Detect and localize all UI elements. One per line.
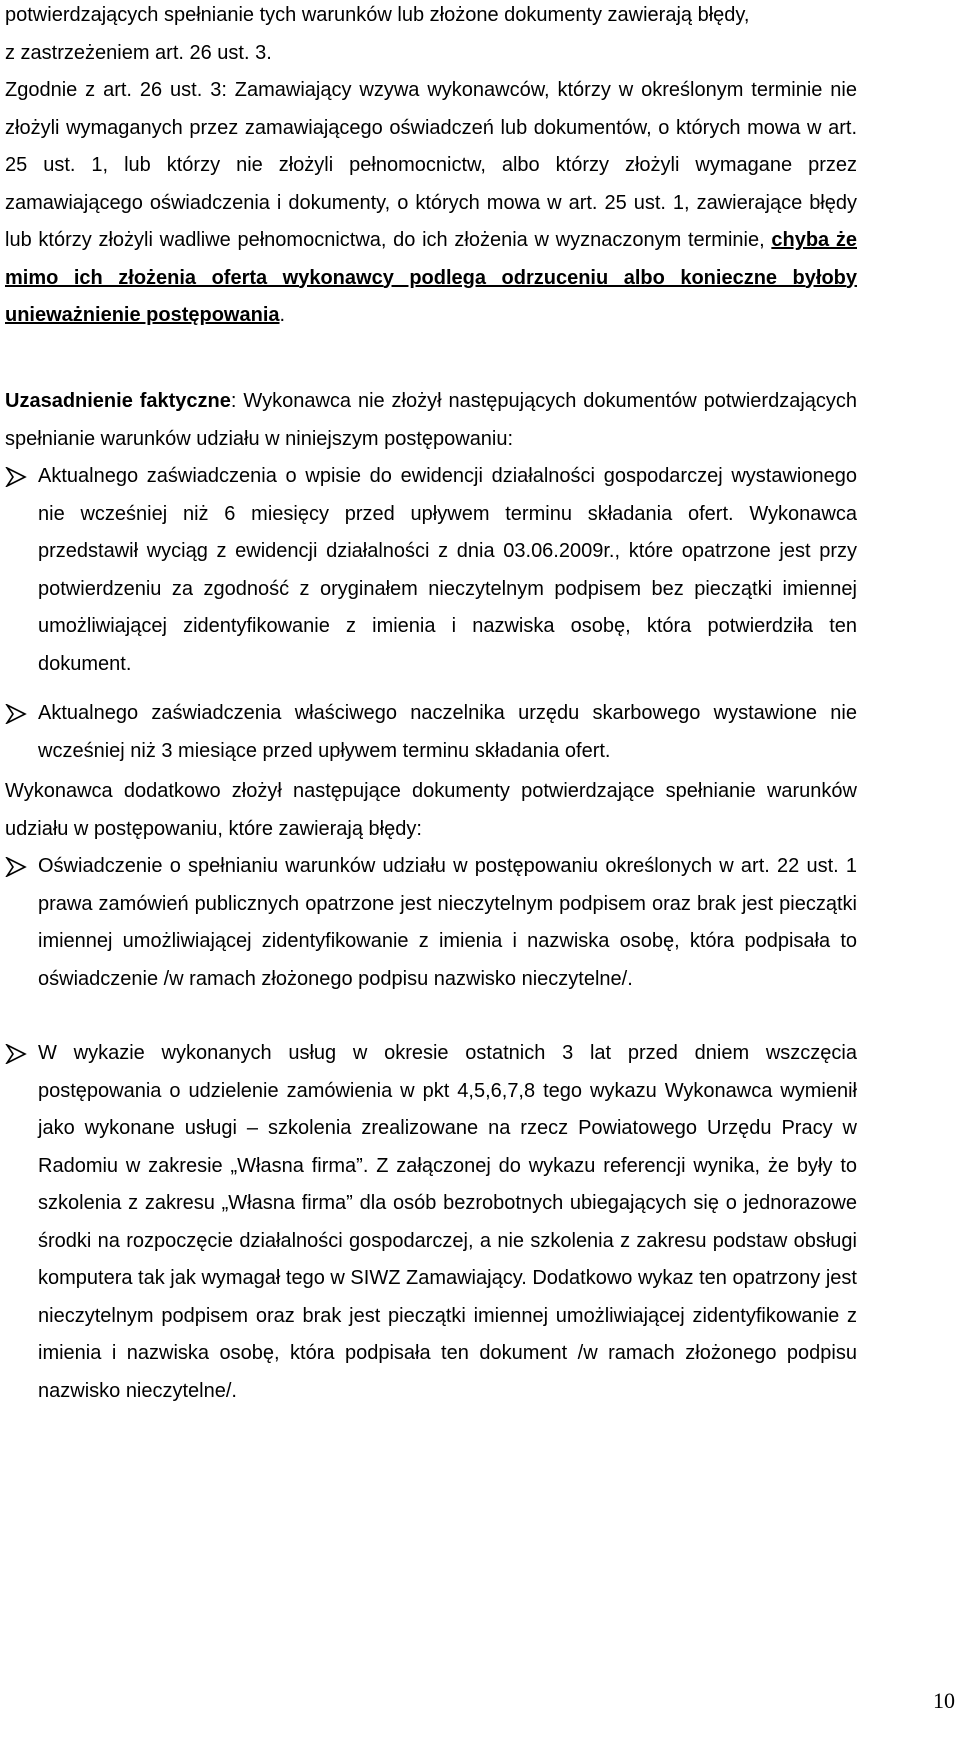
art26-paragraph [5, 72, 857, 335]
page-number: 10 [933, 1688, 955, 1713]
error-item-1 [5, 848, 857, 998]
error-item-text: Oświadczenie o spełnianiu warunków udziału w postępowaniu określonych w art. 22 ust. 1 prawa zamówień publicznych opatrzone jest nieczytelnym podpisem oraz brak jest pieczątki imiennej umożliwiającej zidentyfikowanie z imienia i nazwiska osobę, która podpisała to oświadczenie /w ramach złożonego podpisu nazwisko nieczytelne/. [38, 855, 857, 990]
art26-text: Zgodnie z art. 26 ust. 3: Zamawiający wzywa wykonawców, którzy w określonym terminie nie złożyli wymaganych przez zamawiającego oświadczeń lub dokumentów, o których mowa w art. 25 ust. 1, lub którzy nie złożyli pełnomocnictw, albo którzy złożyli wymagane przez zamawiającego oświadczenia i dokumenty, o których mowa w art. 25 ust. 1, zawierające błędy lub którzy złożyli wadliwe pełnomocnictwa, do ich złożenia w wyznaczonym terminie, [5, 79, 857, 251]
justification-label: Uzasadnienie faktyczne [5, 390, 231, 412]
intro-line-1: potwierdzających spełnianie tych warunków lub złożone dokumenty zawierają błędy, [5, 4, 750, 26]
art26-emphasis: chyba że mimo ich złożenia oferta wykonawcy podlega odrzuceniu albo konieczne byłoby unieważnienie postępowania [5, 229, 857, 326]
error-item-2 [5, 1035, 857, 1410]
missing-item-2 [5, 695, 857, 770]
intro-line-2: z zastrzeżeniem art. 26 ust. 3. [5, 41, 272, 64]
missing-item-text: Aktualnego zaświadczenia właściwego naczelnika urzędu skarbowego wystawione nie wcześniej niż 3 miesiące przed upływem terminu składania ofert. [38, 702, 857, 762]
justification-text: : Wykonawca nie złożył następujących dokumentów potwierdzających spełnianie warunków udziału w niniejszym postępowaniu: [5, 390, 858, 450]
justification-paragraph [5, 383, 857, 458]
missing-item-text: Aktualnego zaświadczenia o wpisie do ewidencji działalności gospodarczej wystawionego nie wcześniej niż 6 miesięcy przed upływem terminu składania ofert. Wykonawca przedstawił wyciąg z ewidencji działalności z dnia 03.06.2009r., które opatrzone jest przy potwierdzeniu za zgodność z oryginałem nieczytelnym podpisem bez pieczątki imiennej umożliwiającej zidentyfikowanie z imienia i nazwiska osobę, która potwierdziła ten dokument. [38, 465, 857, 675]
arrowhead-outline-icon [5, 704, 27, 724]
additional-intro-text: Wykonawca dodatkowo złożył następujące dokumenty potwierdzające spełnianie warunków udziału w postępowaniu, które zawierają błędy: [5, 780, 857, 840]
intro-paragraph [5, 0, 857, 72]
additional-intro-paragraph [5, 773, 857, 848]
error-item-text: W wykazie wykonanych usług w okresie ostatnich 3 lat przed dniem wszczęcia postępowania o udzielenie zamówienia w pkt 4,5,6,7,8 tego wykazu Wykonawca wymienił jako wykonane usługi – szkolenia zrealizowane na rzecz Powiatowego Urzędu Pracy w Radomiu w zakresie „Własna firma”. Z załączonej do wykazu referencji wynika, że były to szkolenia z zakresu „Własna firma” dla osób bezrobotnych ubiegających się o jednorazowe środki na rozpoczęcie działalności gospodarczej, a nie szkolenia z zakresu podstaw obsługi komputera tak jak wymagał tego w SIWZ Zamawiający. Dodatkowo wykaz ten opatrzony jest nieczytelnym podpisem oraz brak jest pieczątki imiennej umożliwiającej zidentyfikowanie z imienia i nazwiska osobę, która podpisała ten dokument /w ramach złożonego podpisu nazwisko nieczytelne/. [38, 1042, 857, 1402]
art26-end: . [279, 304, 286, 326]
arrowhead-outline-icon [5, 467, 27, 487]
arrowhead-outline-icon [5, 1044, 27, 1064]
arrowhead-outline-icon [5, 857, 27, 877]
missing-item-1 [5, 458, 857, 683]
